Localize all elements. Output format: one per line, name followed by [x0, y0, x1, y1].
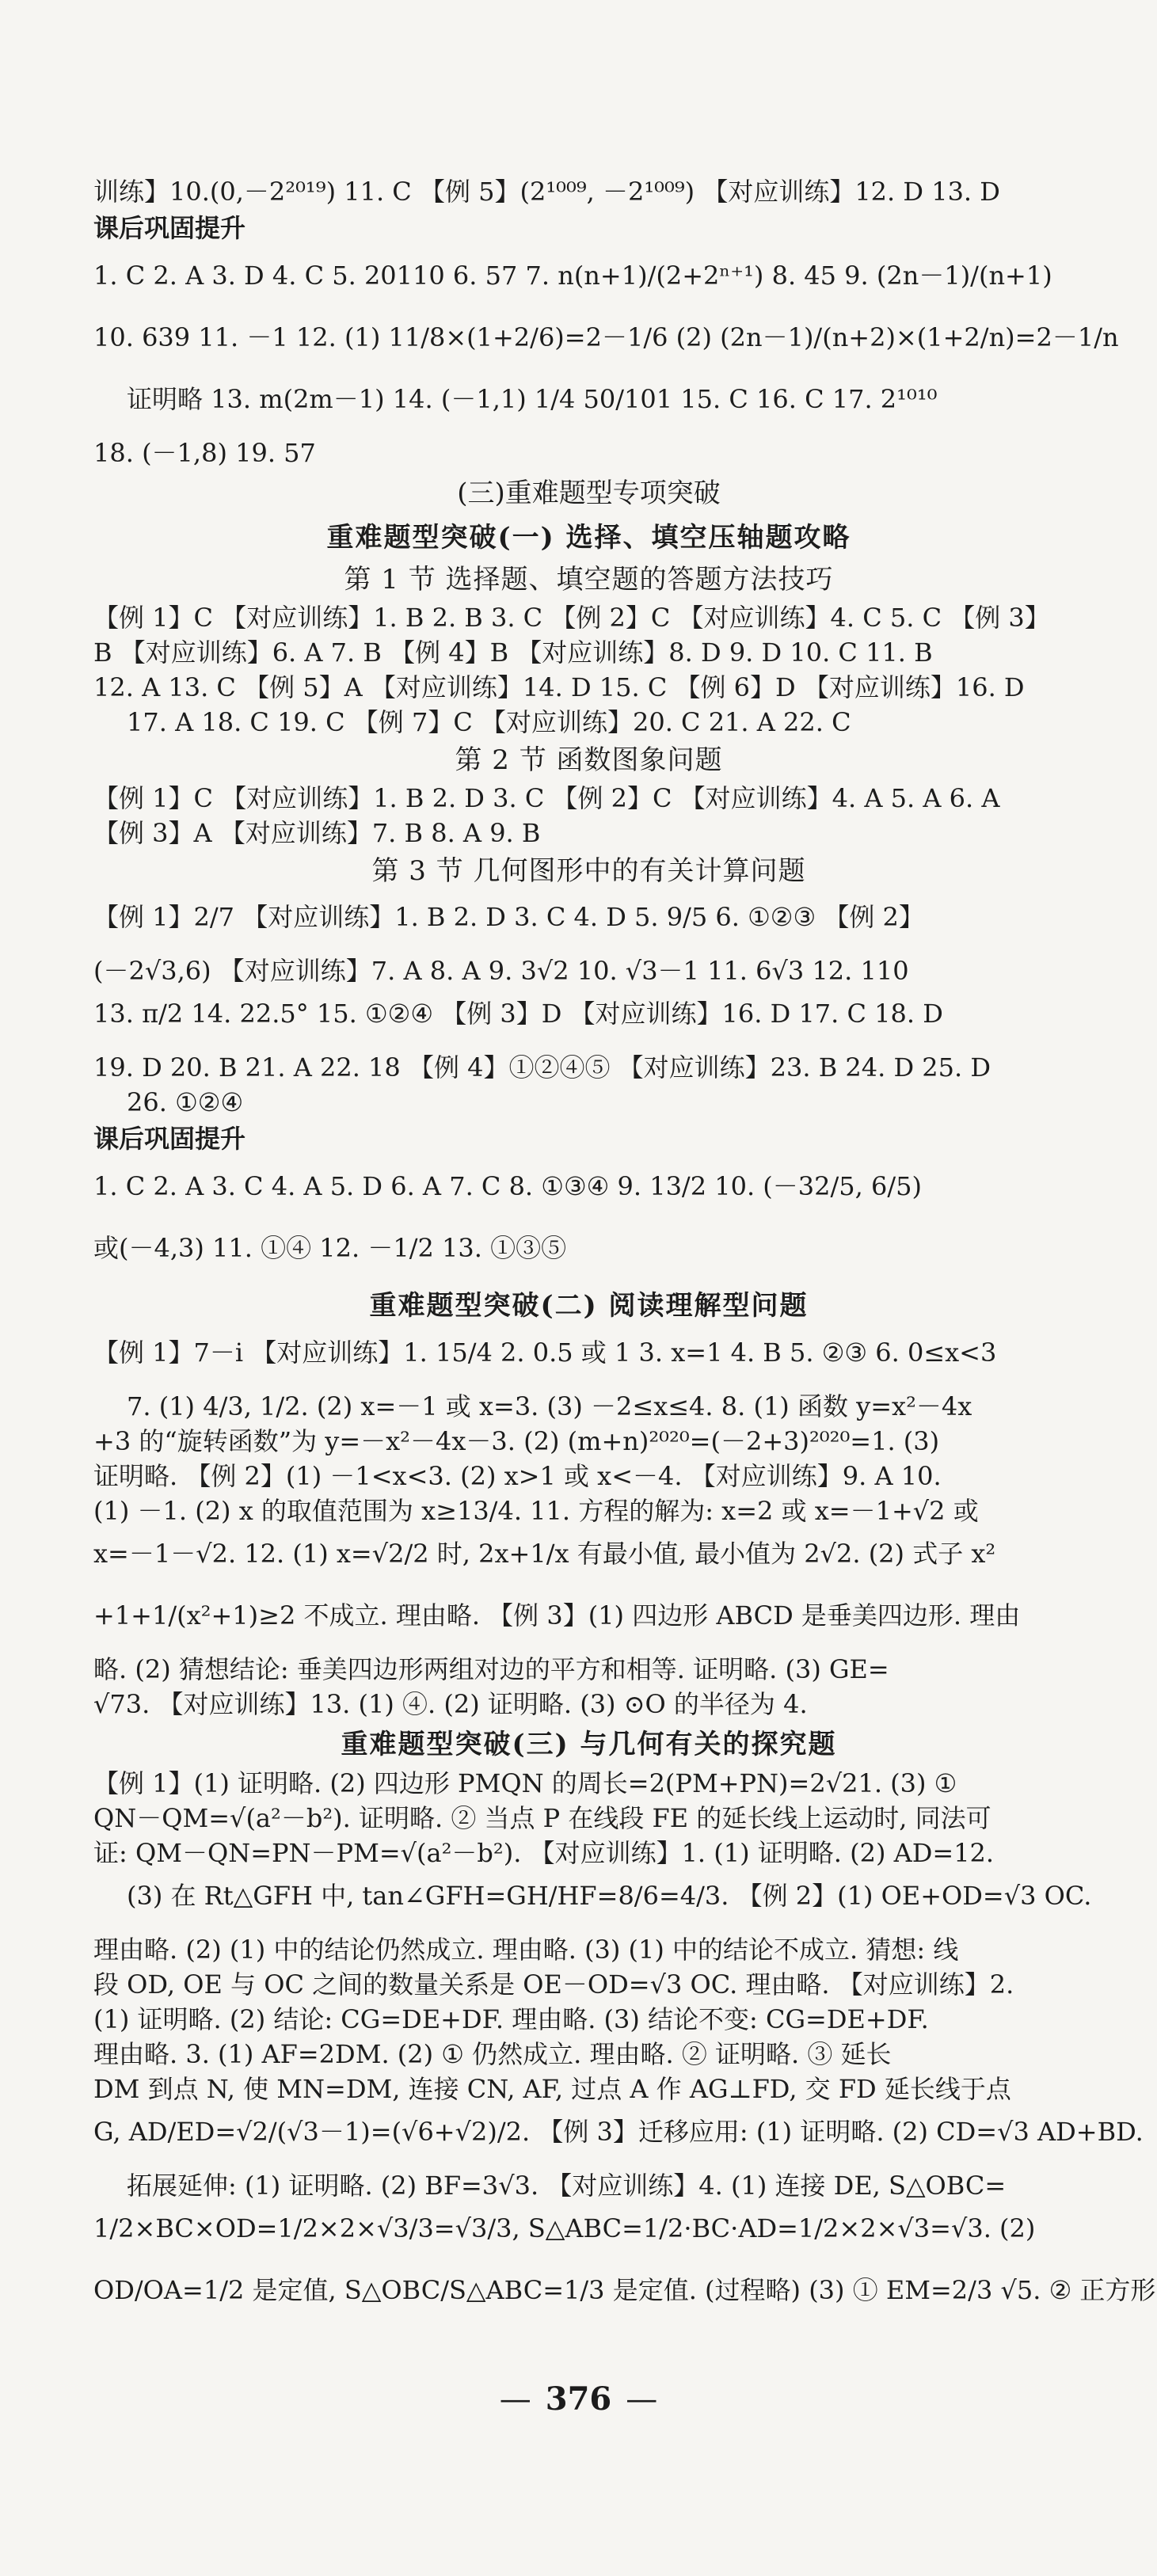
- section-subtitle: 第 3 节 几何图形中的有关计算问题: [371, 855, 806, 887]
- answer-line: (－2√3,6) 【对应训练】7. A 8. A 9. 3√2 10. √3－1 11. 6√3 12. 110: [93, 956, 909, 986]
- answer-line: 17. A 18. C 19. C 【例 7】C 【对应训练】20. C 21. A 22. C: [127, 707, 851, 737]
- answer-line: G, AD/ED=√2/(√3－1)=(√6+√2)/2. 【例 3】迁移应用: (1) 证明略. (2) CD=√3 AD+BD.: [93, 2117, 1144, 2147]
- page-number: — 376 —: [499, 2380, 658, 2418]
- answer-line: DM 到点 N, 使 MN=DM, 连接 CN, AF, 过点 A 作 AG⊥FD, 交 FD 延长线于点: [93, 2074, 1011, 2104]
- answer-line: 【例 1】2/7 【对应训练】1. B 2. D 3. C 4. D 5. 9/5 6. ①②③ 【例 2】: [93, 902, 924, 932]
- answer-line: 18. (－1,8) 19. 57: [93, 438, 316, 468]
- answer-line: 【例 1】C 【对应训练】1. B 2. B 3. C 【例 2】C 【对应训练】4. C 5. C 【例 3】: [93, 603, 1050, 633]
- section-title: 重难题型突破(一) 选择、填空压轴题攻略: [326, 522, 851, 554]
- answer-line: 1/2×BC×OD=1/2×2×√3/3=√3/3, S△ABC=1/2·BC·AD=1/2×2×√3=√3. (2): [93, 2213, 1036, 2243]
- answer-line: 拓展延伸: (1) 证明略. (2) BF=3√3. 【对应训练】4. (1) 连接 DE, S△OBC=: [127, 2171, 1007, 2201]
- answer-line: 理由略. 3. (1) AF=2DM. (2) ① 仍然成立. 理由略. ② 证明略. ③ 延长: [93, 2039, 892, 2069]
- answer-line: OD/OA=1/2 是定值, S△OBC/S△ABC=1/3 是定值. (过程略) (3) ① EM=2/3 √5. ② 正方形: [93, 2275, 1156, 2305]
- answer-line: 【例 3】A 【对应训练】7. B 8. A 9. B: [93, 818, 541, 848]
- answer-line: 7. (1) 4/3, 1/2. (2) x=－1 或 x=3. (3) －2≤x≤4. 8. (1) 函数 y=x²－4x: [127, 1391, 972, 1421]
- answer-line: 【例 1】(1) 证明略. (2) 四边形 PMQN 的周长=2(PM+PN)=2√21. (3) ①: [93, 1768, 957, 1798]
- subsection-heading: 课后巩固提升: [93, 1124, 246, 1154]
- answer-line: 13. π/2 14. 22.5° 15. ①②④ 【例 3】D 【对应训练】16. D 17. C 18. D: [93, 999, 943, 1029]
- answer-line: 19. D 20. B 21. A 22. 18 【例 4】①②④⑤ 【对应训练】23. B 24. D 25. D: [93, 1052, 991, 1083]
- answer-line: 段 OD, OE 与 OC 之间的数量关系是 OE－OD=√3 OC. 理由略. 【对应训练】2.: [93, 1969, 1014, 2000]
- page-number-value: 376: [545, 2380, 612, 2418]
- section-title: 重难题型突破(二) 阅读理解型问题: [369, 1290, 809, 1322]
- answer-line: 26. ①②④: [127, 1087, 244, 1117]
- answer-line: 略. (2) 猜想结论: 垂美四边形两组对边的平方和相等. 证明略. (3) GE=: [93, 1654, 889, 1684]
- section-subtitle: 第 2 节 函数图象问题: [455, 744, 723, 776]
- answer-line: +1+1/(x²+1)≥2 不成立. 理由略. 【例 3】(1) 四边形 ABCD 是垂美四边形. 理由: [93, 1600, 1021, 1630]
- part-title: (三)重难题型专项突破: [457, 478, 721, 509]
- answer-line: (1) 证明略. (2) 结论: CG=DE+DF. 理由略. (3) 结论不变: CG=DE+DF.: [93, 2004, 929, 2034]
- answer-content: [93, 176, 1156, 2314]
- answer-line: (3) 在 Rt△GFH 中, tan∠GFH=GH/HF=8/6=4/3. 【例 2】(1) OE+OD=√3 OC.: [127, 1881, 1092, 1911]
- answer-line: 1. C 2. A 3. D 4. C 5. 20110 6. 57 7. n(n+1)/(2+2ⁿ⁺¹) 8. 45 9. (2n－1)/(n+1): [93, 261, 1052, 291]
- answer-line: QN－QM=√(a²－b²). 证明略. ② 当点 P 在线段 FE 的延长线上运动时, 同法可: [93, 1803, 991, 1833]
- answer-line: 证: QM－QN=PN－PM=√(a²－b²). 【对应训练】1. (1) 证明略. (2) AD=12.: [93, 1838, 995, 1868]
- answer-line: 理由略. (2) (1) 中的结论仍然成立. 理由略. (3) (1) 中的结论不成立. 猜想: 线: [93, 1935, 959, 1965]
- answer-line: x=－1－√2. 12. (1) x=√2/2 时, 2x+1/x 有最小值, 最小值为 2√2. (2) 式子 x²: [93, 1539, 996, 1569]
- answer-line: 【例 1】7－i 【对应训练】1. 15/4 2. 0.5 或 1 3. x=1 4. B 5. ②③ 6. 0≤x<3: [93, 1337, 997, 1368]
- answer-line: 1. C 2. A 3. C 4. A 5. D 6. A 7. C 8. ①③④ 9. 13/2 10. (－32/5, 6/5): [93, 1171, 922, 1201]
- answer-line: 训练】10.(0,－2²⁰¹⁹) 11. C 【例 5】(2¹⁰⁰⁹, －2¹⁰⁰⁹) 【对应训练】12. D 13. D: [93, 177, 1000, 207]
- answer-line: B 【对应训练】6. A 7. B 【例 4】B 【对应训练】8. D 9. D 10. C 11. B: [93, 637, 933, 668]
- section-title: 重难题型突破(三) 与几何有关的探究题: [341, 1729, 837, 1760]
- answer-line: (1) －1. (2) x 的取值范围为 x≥13/4. 11. 方程的解为: x=2 或 x=－1+√2 或: [93, 1496, 979, 1526]
- answer-line: √73. 【对应训练】13. (1) ④. (2) 证明略. (3) ⊙O 的半径为 4.: [93, 1689, 808, 1719]
- answer-line: 12. A 13. C 【例 5】A 【对应训练】14. D 15. C 【例 6】D 【对应训练】16. D: [93, 672, 1025, 702]
- subsection-heading: 课后巩固提升: [93, 213, 246, 243]
- answer-line: +3 的“旋转函数”为 y=－x²－4x－3. (2) (m+n)²⁰²⁰=(－2+3)²⁰²⁰=1. (3): [93, 1426, 940, 1456]
- answer-line: 证明略. 【例 2】(1) －1<x<3. (2) x>1 或 x<－4. 【对应训练】9. A 10.: [93, 1461, 942, 1491]
- answer-line: 或(－4,3) 11. ①④ 12. －1/2 13. ①③⑤: [93, 1233, 567, 1263]
- answer-line: 【例 1】C 【对应训练】1. B 2. D 3. C 【例 2】C 【对应训练】4. A 5. A 6. A: [93, 783, 1000, 813]
- answer-line: 10. 639 11. －1 12. (1) 11/8×(1+2/6)=2－1/6 (2) (2n－1)/(n+2)×(1+2/n)=2－1/n: [93, 322, 1119, 352]
- answer-line: 证明略 13. m(2m－1) 14. (－1,1) 1/4 50/101 15. C 16. C 17. 2¹⁰¹⁰: [127, 384, 938, 414]
- section-subtitle: 第 1 节 选择题、填空题的答题方法技巧: [344, 564, 834, 595]
